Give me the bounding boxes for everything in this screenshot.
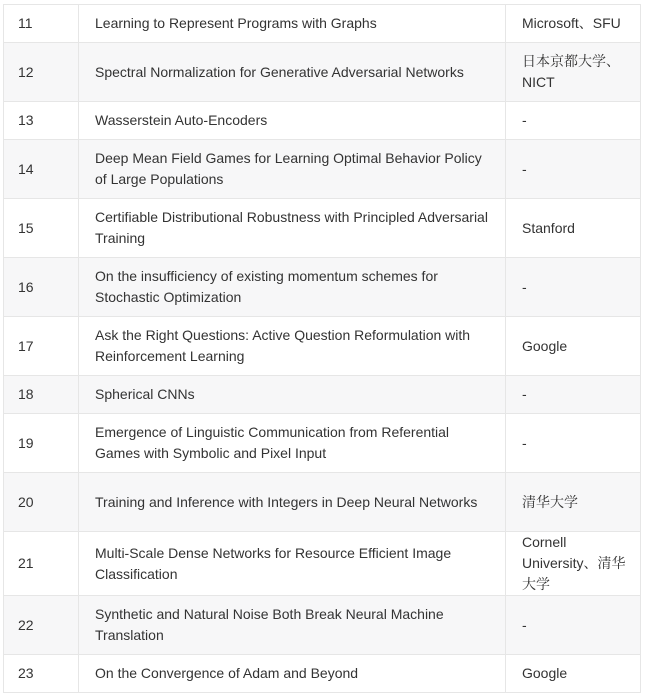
row-number: 22: [4, 596, 79, 655]
paper-title: Certifiable Distributional Robustness with Principled Adversarial Training: [79, 199, 506, 258]
paper-title: Learning to Represent Programs with Graphs: [79, 5, 506, 43]
table-row: [4, 199, 641, 258]
paper-table: [3, 4, 641, 693]
table-row: [4, 140, 641, 199]
institution: Google: [506, 317, 641, 376]
row-number: 23: [4, 655, 79, 693]
institution: Microsoft、SFU: [506, 5, 641, 43]
paper-title: Spectral Normalization for Generative Adversarial Networks: [79, 43, 506, 102]
table-row: [4, 5, 641, 43]
paper-title: On the Convergence of Adam and Beyond: [79, 655, 506, 693]
table-row: [4, 102, 641, 140]
paper-title: Training and Inference with Integers in Deep Neural Networks: [79, 473, 506, 532]
table-row: [4, 258, 641, 317]
institution: -: [506, 414, 641, 473]
paper-title: Spherical CNNs: [79, 376, 506, 414]
table-row: [4, 317, 641, 376]
table-row: [4, 43, 641, 102]
row-number: 19: [4, 414, 79, 473]
institution: Google: [506, 655, 641, 693]
row-number: 12: [4, 43, 79, 102]
institution: Stanford: [506, 199, 641, 258]
institution: 清华大学: [506, 473, 641, 532]
table-row: [4, 414, 641, 473]
row-number: 21: [4, 532, 79, 596]
paper-title: On the insufficiency of existing momentum schemes for Stochastic Optimization: [79, 258, 506, 317]
institution: -: [506, 596, 641, 655]
paper-title: Ask the Right Questions: Active Question Reformulation with Reinforcement Learning: [79, 317, 506, 376]
row-number: 20: [4, 473, 79, 532]
institution: 日本京都大学、NICT: [506, 43, 641, 102]
paper-title: Synthetic and Natural Noise Both Break Neural Machine Translation: [79, 596, 506, 655]
row-number: 16: [4, 258, 79, 317]
paper-title: Wasserstein Auto-Encoders: [79, 102, 506, 140]
institution: -: [506, 140, 641, 199]
paper-table-container: [3, 4, 641, 693]
row-number: 15: [4, 199, 79, 258]
institution: -: [506, 258, 641, 317]
institution: Cornell University、清华大学: [506, 532, 641, 596]
table-row: [4, 532, 641, 596]
table-row: [4, 376, 641, 414]
paper-title: Emergence of Linguistic Communication from Referential Games with Symbolic and Pixel Input: [79, 414, 506, 473]
row-number: 11: [4, 5, 79, 43]
institution: -: [506, 102, 641, 140]
table-row: [4, 655, 641, 693]
row-number: 18: [4, 376, 79, 414]
paper-title: Deep Mean Field Games for Learning Optimal Behavior Policy of Large Populations: [79, 140, 506, 199]
paper-title: Multi-Scale Dense Networks for Resource Efficient Image Classification: [79, 532, 506, 596]
table-row: [4, 473, 641, 532]
row-number: 17: [4, 317, 79, 376]
institution: -: [506, 376, 641, 414]
row-number: 14: [4, 140, 79, 199]
table-row: [4, 596, 641, 655]
row-number: 13: [4, 102, 79, 140]
